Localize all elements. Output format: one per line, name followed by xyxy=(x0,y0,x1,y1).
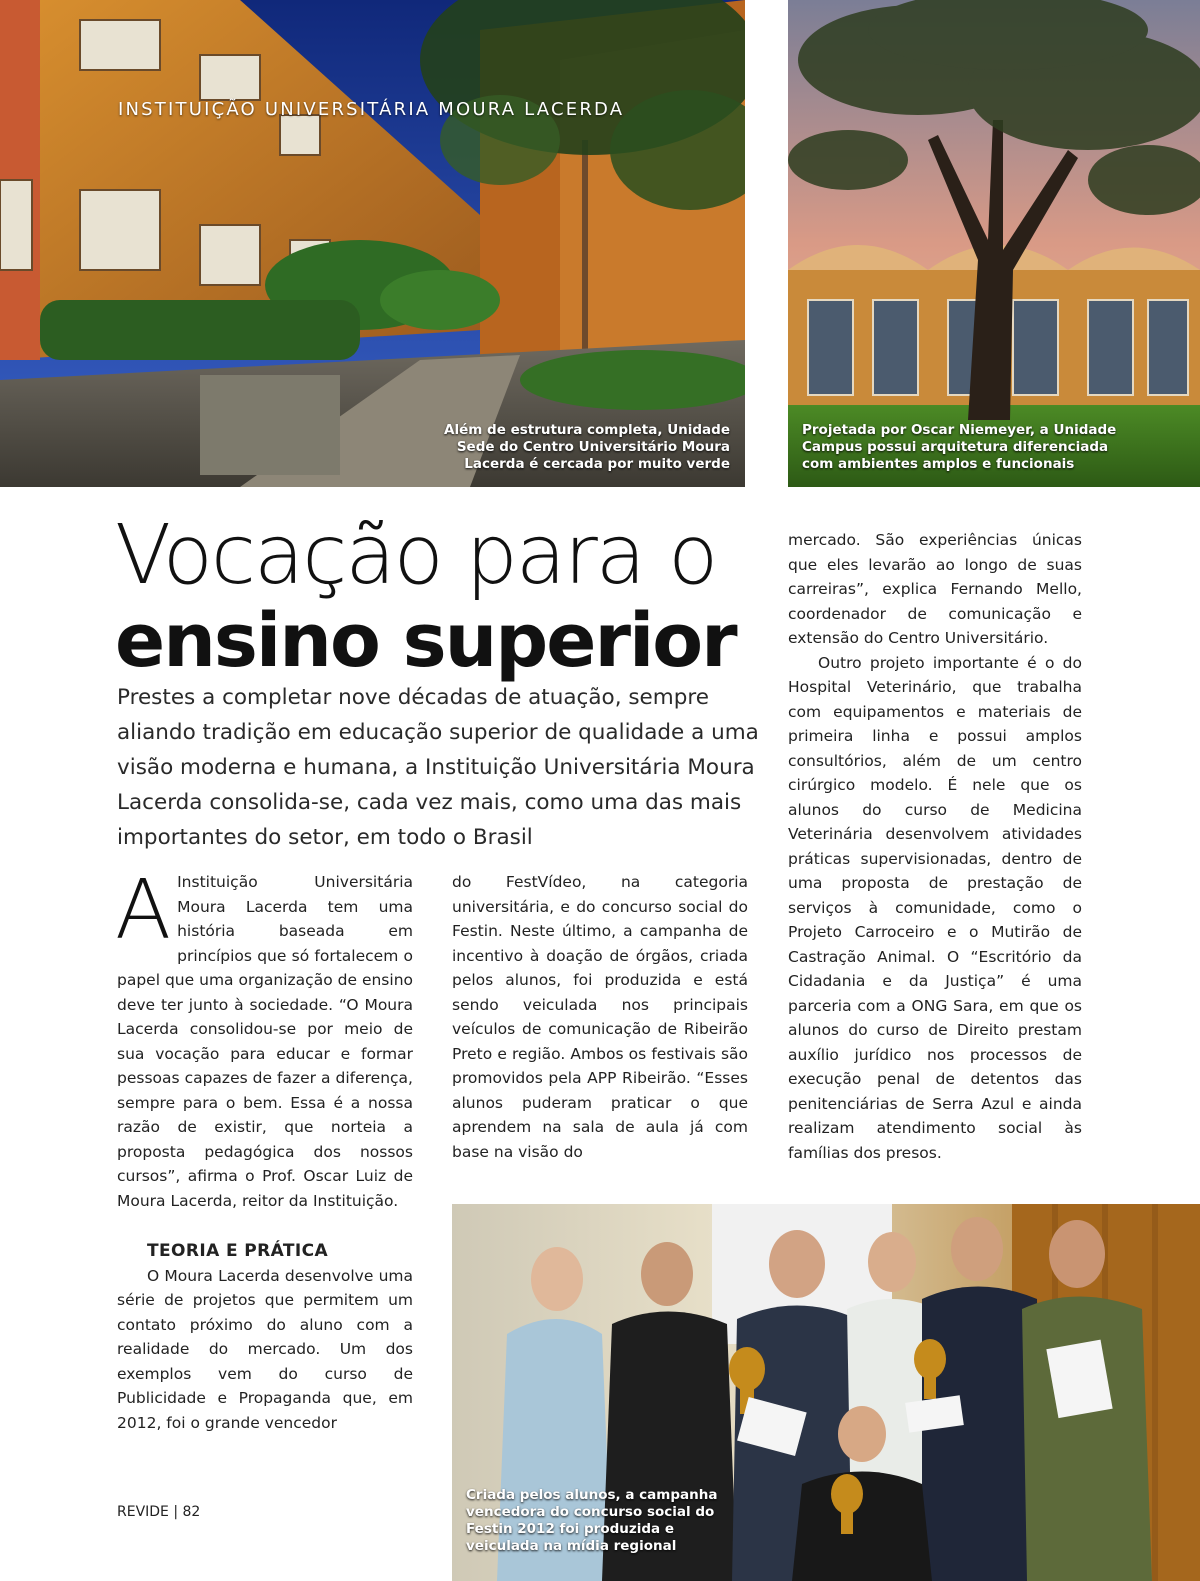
headline-line-1: Vocação para o xyxy=(115,508,717,603)
page-folio: REVIDE | 82 xyxy=(117,1504,201,1520)
photo-unidade-sede xyxy=(0,0,745,487)
article-paragraph: Outro projeto importante é o do Hospital Veterinário, que trabalha com equipamentos e materiais de primeira linha e possui amplos consultórios, além de um centro cirúrgico modelo. É nele que os alunos do curso de Medicina Veterinária desenvolvem atividades práticas supervisionadas, dentro de uma proposta de prestação de serviços à comunidade, como o Projeto Carroceiro e o Mutirão de Castração Animal. O “Escritório da Cidadania e da Justiça” é uma parceria com a ONG Sara, em que os alunos do curso de Direito prestam auxílio jurídico nos processos de execução penal de detentos das penitenciárias de Serra Azul e ainda realizam atendimento social às famílias dos presos. xyxy=(788,653,1082,1162)
article-paragraph xyxy=(115,863,413,1213)
photo-caption: Além de estrutura completa, Unidade Sede do Centro Universitário Moura Lacerda é cercada por muito verde xyxy=(444,422,730,472)
section-kicker: INSTITUIÇÃO UNIVERSITÁRIA MOURA LACERDA xyxy=(118,99,625,120)
article-paragraph: mercado. São experiências únicas que eles levarão ao longo de suas carreiras”, explica Fernando Mello, coordenador de comunicação e extensão do Centro Universitário. xyxy=(788,531,1082,647)
photo-caption: Criada pelos alunos, a campanha vencedora do concurso social do Festin 2012 foi produzida e veiculada na mídia regional xyxy=(466,1487,718,1554)
photo-caption: Projetada por Oscar Niemeyer, a Unidade Campus possui arquitetura diferenciada com ambientes amplos e funcionais xyxy=(802,422,1117,472)
photo-unidade-campus-image xyxy=(788,0,1200,487)
article-paragraph: do FestVídeo, na categoria universitária, e do concurso social do Festin. Neste último, a campanha de incentivo à doação de órgãos, criada pelos alunos, foi produzida e está sendo veiculada nos principais veículos de comunicação de Ribeirão Preto e região. Ambos os festivais são promovidos pela APP Ribeirão. “Esses alunos puderam praticar o que aprendem na sala de aula já com base na visão do xyxy=(452,873,748,1161)
article-column-2 xyxy=(452,870,748,1164)
article-paragraph-text: Instituição Universitária Moura Lacerda tem uma história baseada em princípios que só fortalecem o papel que uma organização de ensino deve ter junto à sociedade. “O Moura Lacerda consolidou-se por meio de sua vocação para educar e formar pessoas capazes de fazer a diferença, sempre para o bem. Essa é a nossa razão de existir, que norteia a proposta pedagógica dos nossos cursos”, afirma o Prof. Oscar Luiz de Moura Lacerda, reitor da Instituição. xyxy=(117,873,413,1210)
article-column-3 xyxy=(788,528,1082,1165)
headline-line-2: ensino superior xyxy=(115,598,736,684)
article-paragraph: O Moura Lacerda desenvolve uma série de projetos que permitem um contato próximo do aluno com a realidade do mercado. Um dos exemplos vem do curso de Publicidade e Propaganda que, em 2012, foi o grande vencedor xyxy=(117,1266,413,1432)
photo-unidade-campus xyxy=(788,0,1200,487)
lead-paragraph: Prestes a completar nove décadas de atuação, sempre aliando tradição em educação superior de qualidade a uma visão moderna e humana, a Instituição Universitária Moura Lacerda consolida-se, cada vez mais, como uma das mais importantes do setor, em todo o Brasil xyxy=(117,685,759,850)
drop-cap: A xyxy=(115,863,172,958)
section-subhead: TEORIA E PRÁTICA xyxy=(147,1241,329,1261)
photo-unidade-sede-image xyxy=(0,0,745,487)
photo-festin-winners xyxy=(452,1204,1200,1581)
article-column-1 xyxy=(115,863,413,1435)
